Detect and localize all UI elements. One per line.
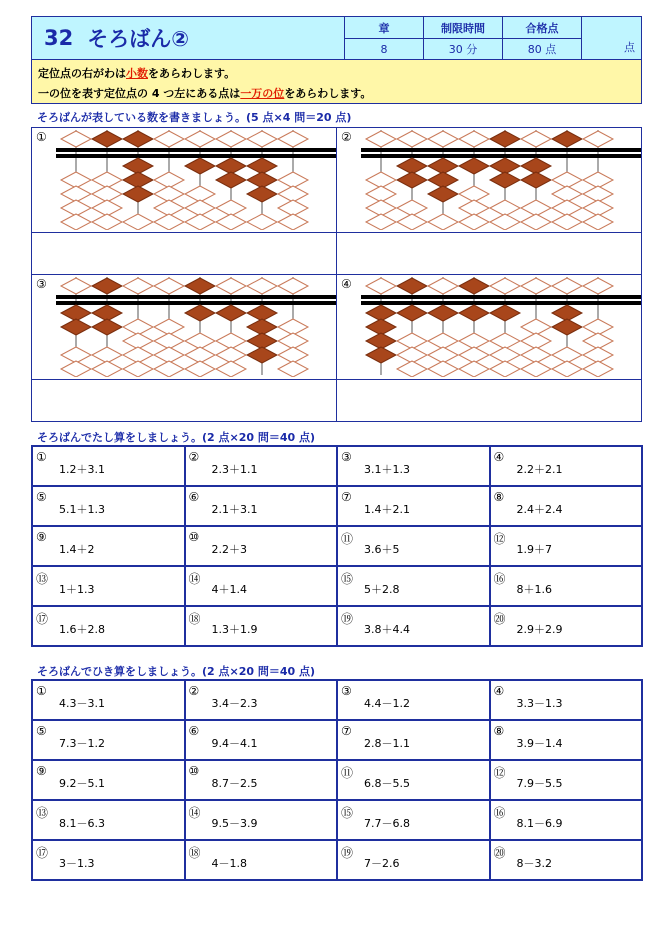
abacus-bead-set — [92, 131, 122, 147]
problem-cell[interactable] — [337, 800, 490, 840]
problem-expression: 3.6＋5 — [364, 543, 400, 556]
problem-number: ⑳ — [493, 846, 506, 860]
problem-expression: 8.1－6.3 — [59, 817, 105, 830]
problem-expression: 8.1－6.9 — [516, 817, 563, 830]
abacus-bead — [247, 278, 277, 294]
problem-cell[interactable] — [185, 486, 338, 526]
problem-number: ② — [341, 130, 352, 144]
abacus-bead-set — [216, 172, 246, 188]
abacus-1 — [56, 130, 336, 230]
problem-cell[interactable] — [337, 680, 490, 720]
grid-row — [32, 760, 642, 800]
abacus-bead — [123, 361, 153, 377]
problem-cell[interactable] — [337, 486, 490, 526]
abacus-bead — [428, 278, 458, 294]
problem-number: ① — [36, 450, 47, 464]
abacus-bead — [428, 361, 458, 377]
abacus-bead — [583, 214, 613, 230]
problem-expression: 2.9＋2.9 — [516, 623, 563, 636]
problem-expression: 6.8－5.5 — [364, 777, 410, 790]
abacus-beam — [56, 301, 336, 305]
abacus-bead — [216, 361, 246, 377]
abacus-bead-set — [216, 305, 246, 321]
chapter-value: 8 — [380, 42, 388, 56]
grid-row — [32, 566, 642, 606]
abacus-bead — [428, 131, 458, 147]
problem-expression: 3.4－2.3 — [211, 697, 258, 710]
problem-expression: 7.7－6.8 — [364, 817, 410, 830]
problem-number: ⑬ — [36, 572, 49, 586]
abacus-bead-set — [123, 131, 153, 147]
abacus-bead-set — [459, 158, 489, 174]
problem-number: ⑪ — [341, 766, 354, 780]
unit-title: そろばん② — [87, 27, 190, 51]
grid-row — [32, 840, 642, 880]
abacus-bead — [366, 278, 396, 294]
abacus-4 — [361, 277, 641, 377]
problem-number: ① — [36, 684, 47, 698]
problem-number: ⑱ — [188, 846, 201, 860]
problem-number: ⑧ — [493, 724, 505, 738]
chapter-cell — [345, 17, 424, 59]
problem-cell[interactable] — [185, 526, 338, 566]
abacus-bead-set — [490, 131, 520, 147]
problem-cell[interactable] — [490, 486, 643, 526]
problem-cell[interactable] — [185, 606, 338, 646]
abacus-bead — [552, 361, 582, 377]
problem-cell[interactable] — [32, 486, 185, 526]
abacus-beam — [361, 301, 641, 305]
abacus-beam — [56, 154, 336, 158]
problem-cell[interactable] — [32, 566, 185, 606]
abacus-bead — [366, 214, 396, 230]
problem-number: ⑯ — [493, 572, 506, 586]
abacus-bead — [278, 361, 308, 377]
problem-cell[interactable] — [337, 840, 490, 880]
problem-number: ⑨ — [36, 764, 47, 778]
abacus-3 — [56, 277, 336, 377]
abacus-panel-3 — [31, 274, 337, 422]
passing-score-cell — [503, 17, 582, 59]
problem-cell[interactable] — [337, 446, 490, 486]
problem-cell[interactable] — [32, 446, 185, 486]
abacus-bead — [92, 361, 122, 377]
abacus-bead — [216, 131, 246, 147]
problem-cell[interactable] — [490, 606, 643, 646]
problem-expression: 1.4＋2.1 — [364, 503, 410, 516]
abacus-2 — [361, 130, 641, 230]
answer-line — [32, 379, 336, 380]
abacus-bead — [521, 131, 551, 147]
problem-number: ⑩ — [188, 764, 200, 778]
problem-cell[interactable] — [490, 680, 643, 720]
problem-cell[interactable] — [32, 840, 185, 880]
abacus-bead — [490, 214, 520, 230]
unit-number: 32 — [44, 26, 74, 50]
problem-number: ⑱ — [188, 612, 201, 626]
abacus-bead-set — [247, 186, 277, 202]
abacus-bead — [247, 131, 277, 147]
abacus-bead — [247, 214, 277, 230]
problem-number: ⑲ — [341, 846, 354, 860]
problem-number: ⑦ — [341, 490, 352, 504]
problem-expression: 3.3－1.3 — [516, 697, 563, 710]
answer-line — [337, 232, 641, 233]
abacus-bead — [92, 214, 122, 230]
problem-cell[interactable] — [490, 840, 643, 880]
abacus-bead-set — [123, 186, 153, 202]
intro-text: をあらわします。 — [148, 67, 236, 80]
abacus-bead — [521, 214, 551, 230]
problem-expression: 2.1＋3.1 — [211, 503, 258, 516]
intro-text: をあらわします。 — [284, 87, 372, 100]
grid-row — [32, 446, 642, 486]
abacus-bead-set — [397, 305, 427, 321]
problem-cell[interactable] — [32, 526, 185, 566]
abacus-bead — [583, 131, 613, 147]
addition-grid — [31, 445, 643, 647]
problem-number: ③ — [36, 277, 47, 291]
problem-cell[interactable] — [185, 720, 338, 760]
abacus-bead-set — [397, 278, 427, 294]
problem-expression: 8＋1.6 — [516, 583, 552, 596]
abacus-bead — [61, 214, 91, 230]
problem-expression: 2.8－1.1 — [364, 737, 410, 750]
abacus-beam — [56, 295, 336, 299]
intro-note — [31, 60, 642, 104]
problem-number: ⑮ — [341, 806, 354, 820]
problem-number: ⑨ — [36, 530, 47, 544]
problem-expression: 2.2＋3 — [211, 543, 247, 556]
abacus-panel-2 — [336, 127, 642, 275]
problem-number: ⑰ — [36, 846, 49, 860]
time-limit-cell — [424, 17, 503, 59]
abacus-bead — [185, 361, 215, 377]
worksheet-header — [31, 16, 642, 60]
problem-expression: 2.3＋1.1 — [211, 463, 258, 476]
abacus-beam — [56, 148, 336, 152]
abacus-beam — [361, 295, 641, 299]
abacus-bead-set — [459, 278, 489, 294]
problem-number: ⑰ — [36, 612, 49, 626]
abacus-bead — [397, 214, 427, 230]
abacus-bead-set — [185, 158, 215, 174]
intro-text: 定位点の右がわは — [38, 67, 126, 80]
problem-cell[interactable] — [337, 526, 490, 566]
abacus-bead — [278, 278, 308, 294]
problem-expression: 4－1.8 — [211, 857, 247, 870]
problem-expression: 4.4－1.2 — [364, 697, 410, 710]
abacus-bead — [490, 278, 520, 294]
answer-line — [32, 232, 336, 233]
abacus-bead-set — [92, 319, 122, 335]
abacus-bead-set — [552, 131, 582, 147]
abacus-bead — [459, 131, 489, 147]
abacus-bead-set — [428, 305, 458, 321]
problem-expression: 1＋1.3 — [59, 583, 95, 596]
problem-cell[interactable] — [490, 800, 643, 840]
problem-cell[interactable] — [185, 800, 338, 840]
abacus-bead — [278, 131, 308, 147]
section-title-reading: そろばんが表している数を書きましょう。(5 点×4 問＝20 点) — [37, 111, 352, 124]
problem-number: ⑯ — [493, 806, 506, 820]
problem-expression: 9.2－5.1 — [59, 777, 105, 790]
problem-expression: 7.3－1.2 — [59, 737, 105, 750]
abacus-bead-set — [185, 305, 215, 321]
problem-cell[interactable] — [490, 760, 643, 800]
problem-expression: 3.8＋4.4 — [364, 623, 410, 636]
problem-number: ⑳ — [493, 612, 506, 626]
abacus-bead — [397, 131, 427, 147]
abacus-panel-4 — [336, 274, 642, 422]
problem-expression: 2.2＋2.1 — [516, 463, 563, 476]
intro-line-2 — [38, 84, 635, 104]
problem-expression: 3.9－1.4 — [516, 737, 563, 750]
problem-expression: 1.4＋2 — [59, 543, 95, 556]
problem-cell[interactable] — [337, 606, 490, 646]
problem-cell[interactable] — [32, 720, 185, 760]
chapter-label: 章 — [345, 17, 423, 39]
problem-cell[interactable] — [185, 680, 338, 720]
problem-cell[interactable] — [32, 800, 185, 840]
abacus-bead-set — [490, 172, 520, 188]
problem-number: ④ — [341, 277, 352, 291]
problem-cell[interactable] — [490, 566, 643, 606]
abacus-bead-set — [61, 319, 91, 335]
grid-row — [32, 720, 642, 760]
abacus-bead-set — [92, 278, 122, 294]
abacus-bead-set — [397, 172, 427, 188]
problem-expression: 5.1＋1.3 — [59, 503, 105, 516]
problem-expression: 1.6＋2.8 — [59, 623, 105, 636]
abacus-bead — [185, 214, 215, 230]
problem-cell[interactable] — [490, 446, 643, 486]
abacus-bead — [278, 214, 308, 230]
intro-keyword: 一万の位 — [240, 87, 285, 100]
abacus-bead — [490, 361, 520, 377]
abacus-bead — [397, 361, 427, 377]
abacus-bead — [521, 278, 551, 294]
problem-cell[interactable] — [32, 680, 185, 720]
section-title-addition: そろばんでたし算をしましょう。(2 点×20 問＝40 点) — [37, 431, 316, 444]
unit-title-cell — [32, 17, 345, 59]
problem-expression: 8.7－2.5 — [211, 777, 258, 790]
problem-number: ③ — [341, 450, 352, 464]
problem-number: ⑲ — [341, 612, 354, 626]
problem-cell[interactable] — [32, 606, 185, 646]
problem-number: ⑫ — [493, 532, 506, 546]
problem-number: ⑦ — [341, 724, 352, 738]
abacus-bead-set — [490, 305, 520, 321]
abacus-bead-set — [428, 186, 458, 202]
abacus-bead — [185, 131, 215, 147]
problem-cell[interactable] — [185, 446, 338, 486]
grid-row — [32, 606, 642, 646]
abacus-bead — [552, 278, 582, 294]
abacus-beam — [361, 154, 641, 158]
problem-number: ⑫ — [493, 766, 506, 780]
abacus-bead — [61, 131, 91, 147]
abacus-bead — [552, 214, 582, 230]
problem-cell[interactable] — [185, 760, 338, 800]
abacus-bead — [154, 131, 184, 147]
problem-expression: 7.9－5.5 — [516, 777, 563, 790]
time-limit-label: 制限時間 — [424, 17, 502, 39]
grid-row — [32, 680, 642, 720]
abacus-bead — [154, 214, 184, 230]
abacus-bead — [216, 214, 246, 230]
passing-score-value: 80 点 — [527, 43, 557, 56]
time-limit-value: 30 分 — [448, 43, 478, 56]
abacus-bead — [521, 361, 551, 377]
problem-number: ⑤ — [36, 490, 47, 504]
problem-cell[interactable] — [490, 720, 643, 760]
problem-number: ⑤ — [36, 724, 47, 738]
score-suffix: 点 — [624, 41, 635, 54]
problem-expression: 1.9＋7 — [516, 543, 552, 556]
abacus-bead — [583, 361, 613, 377]
abacus-bead — [154, 278, 184, 294]
problem-number: ⑥ — [188, 724, 200, 738]
abacus-panel-1 — [31, 127, 337, 275]
abacus-bead — [459, 214, 489, 230]
problem-number: ② — [188, 450, 200, 464]
abacus-bead — [216, 278, 246, 294]
answer-line — [337, 379, 641, 380]
problem-number: ⑬ — [36, 806, 49, 820]
problem-expression: 5＋2.8 — [364, 583, 400, 596]
problem-number: ⑥ — [188, 490, 200, 504]
problem-number: ⑪ — [341, 532, 354, 546]
passing-score-label: 合格点 — [503, 17, 581, 39]
abacus-beam — [361, 148, 641, 152]
problem-cell[interactable] — [490, 526, 643, 566]
abacus-bead — [123, 278, 153, 294]
score-field[interactable] — [582, 17, 641, 59]
intro-keyword: 小数 — [126, 67, 148, 80]
abacus-bead-set — [459, 305, 489, 321]
abacus-bead — [428, 214, 458, 230]
problem-number: ⑧ — [493, 490, 505, 504]
problem-number: ⑮ — [341, 572, 354, 586]
abacus-bead — [61, 361, 91, 377]
problem-expression: 1.2＋3.1 — [59, 463, 105, 476]
intro-text: 一の位を表す定位点の 4 つ左にある点は — [38, 87, 241, 100]
problem-expression: 7－2.6 — [364, 857, 400, 870]
problem-number: ⑭ — [188, 572, 201, 586]
grid-row — [32, 486, 642, 526]
abacus-bead — [583, 278, 613, 294]
problem-cell[interactable] — [337, 760, 490, 800]
problem-number: ③ — [341, 684, 352, 698]
problem-number: ② — [188, 684, 200, 698]
problem-expression: 8－3.2 — [516, 857, 552, 870]
subtraction-grid — [31, 679, 643, 881]
problem-expression: 1.3＋1.9 — [211, 623, 258, 636]
problem-expression: 9.5－3.9 — [211, 817, 258, 830]
problem-cell[interactable] — [185, 840, 338, 880]
abacus-bead-set — [247, 347, 277, 363]
abacus-bead-set — [185, 278, 215, 294]
abacus-bead-set — [552, 319, 582, 335]
grid-row — [32, 526, 642, 566]
problem-cell[interactable] — [185, 566, 338, 606]
section-title-subtraction: そろばんでひき算をしましょう。(2 点×20 問＝40 点) — [37, 665, 316, 678]
abacus-bead — [123, 214, 153, 230]
problem-expression: 4＋1.4 — [211, 583, 247, 596]
intro-line-1 — [38, 64, 635, 84]
problem-number: ⑩ — [188, 530, 200, 544]
problem-cell[interactable] — [337, 720, 490, 760]
abacus-bead — [366, 131, 396, 147]
abacus-bead — [61, 278, 91, 294]
problem-number: ④ — [493, 450, 505, 464]
abacus-bead-set — [366, 347, 396, 363]
grid-row — [32, 800, 642, 840]
problem-expression: 3－1.3 — [59, 857, 95, 870]
problem-number: ① — [36, 130, 47, 144]
problem-expression: 4.3－3.1 — [59, 697, 105, 710]
problem-number: ④ — [493, 684, 505, 698]
abacus-bead — [459, 361, 489, 377]
problem-expression: 2.4＋2.4 — [516, 503, 563, 516]
problem-cell[interactable] — [337, 566, 490, 606]
problem-expression: 3.1＋1.3 — [364, 463, 410, 476]
problem-number: ⑭ — [188, 806, 201, 820]
abacus-bead — [154, 361, 184, 377]
problem-expression: 9.4－4.1 — [211, 737, 258, 750]
abacus-bead-set — [521, 172, 551, 188]
problem-cell[interactable] — [32, 760, 185, 800]
